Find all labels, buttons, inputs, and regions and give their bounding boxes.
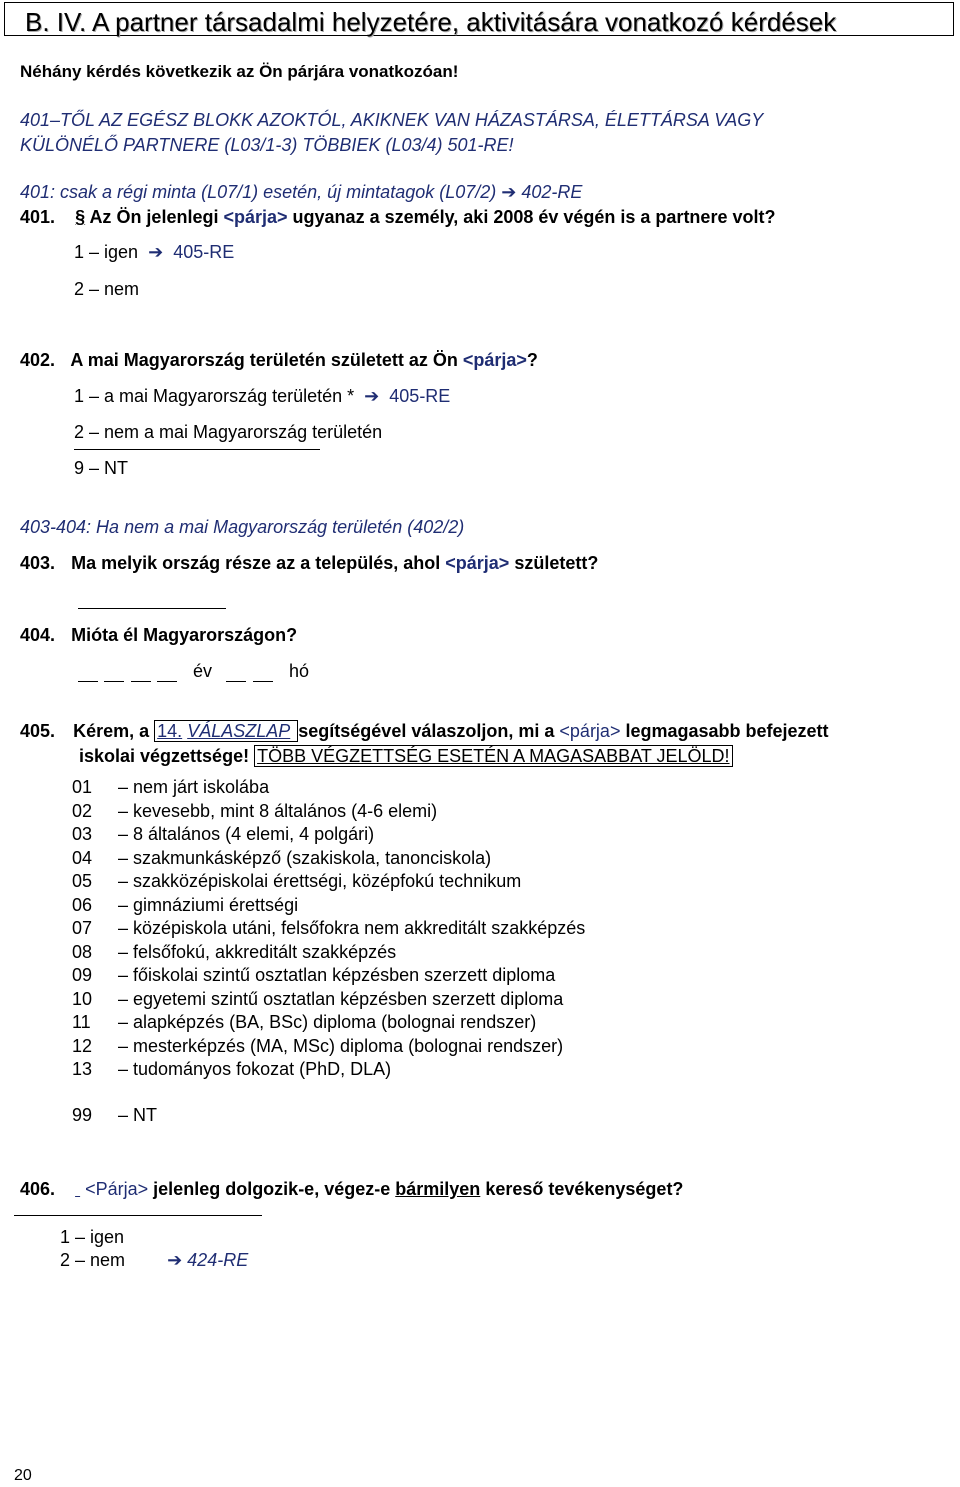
filter-instruction-403-404: 403-404: Ha nem a mai Magyarország területén (402/2) <box>20 517 465 537</box>
card-name: VÁLASZLAP <box>187 721 291 741</box>
option-label: 2 – nem <box>60 1250 126 1270</box>
question-401 <box>20 207 775 228</box>
partner-placeholder: <párja> <box>462 350 527 370</box>
filter-sample-text: 401: csak a régi minta (L07/1) esetén, új mintatagok (L07/2) <box>20 182 497 202</box>
question-405-line2 <box>79 746 733 767</box>
skip-target: 405-RE <box>389 386 451 406</box>
answer-option[interactable] <box>72 965 555 986</box>
section-title: B. IV. A partner társadalmi helyzetére, aktivitására vonatkozó kérdések <box>25 7 837 37</box>
option-label: – felsőfokú, akkreditált szakképzés <box>118 941 397 962</box>
year-digit-blank[interactable] <box>157 681 177 682</box>
option-code: 03 <box>72 824 93 844</box>
question-text: segítségével válaszoljon, mi a <box>298 721 555 741</box>
option-code: 02 <box>72 800 93 821</box>
answer-option[interactable] <box>74 422 382 443</box>
year-label: év <box>193 661 213 681</box>
option-code: 11 <box>72 1012 91 1032</box>
question-number: 406. <box>20 1179 56 1199</box>
option-label: – kevesebb, mint 8 általános (4-6 elemi) <box>118 800 438 821</box>
intro-text: Néhány kérdés következik az Ön párjára vonatkozóan! <box>20 62 459 81</box>
card-reference-box <box>154 720 298 742</box>
option-code: 13 <box>72 1059 93 1079</box>
card-number: 14. <box>157 721 183 741</box>
question-text: jelenleg dolgozik-e, végez-e <box>153 1179 391 1199</box>
emphasized-word: bármilyen <box>395 1179 481 1199</box>
question-number: 401. <box>20 207 56 227</box>
skip-target: 424-RE <box>187 1250 249 1270</box>
option-label: – nem járt iskolába <box>118 777 270 797</box>
answer-option[interactable] <box>72 1012 536 1033</box>
question-403 <box>20 553 598 574</box>
answer-option[interactable] <box>74 279 139 300</box>
answer-option[interactable] <box>72 801 437 822</box>
arrow-right-icon: ➔ <box>167 1250 188 1270</box>
answer-option[interactable] <box>74 386 450 407</box>
answer-option[interactable] <box>72 871 521 892</box>
year-digit-blank[interactable] <box>78 681 98 682</box>
option-code: 09 <box>72 965 93 985</box>
option-label: 9 – NT <box>74 458 129 478</box>
option-code: 08 <box>72 941 93 962</box>
question-text: született? <box>514 553 599 573</box>
question-text: Kérem, a <box>73 721 150 741</box>
answer-option[interactable] <box>72 1036 563 1057</box>
partner-placeholder: <párja> <box>559 721 621 741</box>
answer-option[interactable] <box>74 458 128 479</box>
arrow-right-icon: ➔ <box>501 182 517 202</box>
question-number: 403. <box>20 553 56 573</box>
question-text: legmagasabb befejezett <box>625 721 829 741</box>
partner-placeholder: <Párja> <box>85 1179 149 1199</box>
answer-option[interactable] <box>72 848 491 869</box>
answer-option[interactable] <box>60 1227 124 1248</box>
option-label: 1 – igen <box>74 242 139 262</box>
filter-instruction-line2: KÜLÖNÉLŐ PARTNERE (L03/1-3) TÖBBIEK (L03/4) 501-RE! <box>20 135 514 155</box>
question-text: ugyanaz a személy, aki 2008 év végén is a partnere volt? <box>292 207 776 227</box>
arrow-right-icon: ➔ <box>143 242 169 262</box>
month-digit-blank[interactable] <box>253 681 273 682</box>
option-code: 05 <box>72 871 93 891</box>
option-code: 12 <box>72 1035 93 1056</box>
option-label: 2 – nem a mai Magyarország területén <box>74 422 383 442</box>
option-code: 01 <box>72 777 93 797</box>
option-label: 1 – igen <box>60 1227 125 1247</box>
interviewer-instruction: TÖBB VÉGZETTSÉG ESETÉN A MAGASABBAT JELÖLD! <box>254 745 732 767</box>
partner-placeholder: <párja> <box>223 207 288 227</box>
partner-placeholder: <párja> <box>445 553 510 573</box>
question-number: 404. <box>20 625 56 645</box>
answer-option[interactable] <box>72 1059 391 1080</box>
answer-option[interactable] <box>72 918 585 939</box>
question-404 <box>20 625 297 646</box>
question-text: A mai Magyarország területén született az Ön <box>70 350 458 370</box>
filter-instruction-sample <box>20 182 582 203</box>
year-digit-blank[interactable] <box>104 681 124 682</box>
section-sign-icon: § <box>75 207 86 227</box>
option-label: – szakközépiskolai érettségi, középfokú technikum <box>118 871 522 891</box>
option-label: – mesterképzés (MA, MSc) diploma (bolognai rendszer) <box>118 1035 564 1056</box>
question-406 <box>20 1179 683 1200</box>
filter-sample-target: 402-RE <box>521 182 583 202</box>
option-label: – gimnáziumi érettségi <box>118 894 299 915</box>
answer-option[interactable] <box>74 242 234 263</box>
answer-blank-country[interactable] <box>78 608 226 609</box>
answer-option[interactable] <box>72 777 269 798</box>
answer-option[interactable] <box>72 1105 157 1126</box>
question-number: 405. <box>20 721 56 741</box>
option-label: 2 – nem <box>74 279 140 299</box>
divider-line <box>74 449 320 450</box>
filter-instruction-line1: 401–TŐL AZ EGÉSZ BLOKK AZOKTÓL, AKIKNEK VAN HÁZASTÁRSA, ÉLETTÁRSA VAGY <box>20 110 764 130</box>
month-label: hó <box>289 661 310 681</box>
question-text: iskolai végzettsége! <box>79 746 250 766</box>
question-text: Mióta él Magyarországon? <box>71 625 298 645</box>
option-label: 1 – a mai Magyarország területén * <box>74 386 355 406</box>
page-number: 20 <box>14 1467 32 1484</box>
skip-target: 405-RE <box>173 242 235 262</box>
section-sign-icon <box>75 1179 80 1199</box>
section-header-box <box>4 2 954 36</box>
month-digit-blank[interactable] <box>226 681 246 682</box>
option-label: – alapképzés (BA, BSc) diploma (bolognai rendszer) <box>118 1012 537 1032</box>
arrow-right-icon: ➔ <box>359 386 385 406</box>
question-405 <box>20 721 829 742</box>
option-code: 10 <box>72 988 93 1009</box>
option-code: 07 <box>72 918 93 938</box>
option-code: 99 <box>72 1105 93 1125</box>
option-label: – tudományos fokozat (PhD, DLA) <box>118 1059 392 1079</box>
question-number: 402. <box>20 350 56 370</box>
question-text: kereső tevékenységet? <box>485 1179 684 1199</box>
option-label: – NT <box>118 1105 158 1125</box>
question-402 <box>20 350 538 371</box>
option-label: – főiskolai szintű osztatlan képzésben szerzett diploma <box>118 965 556 985</box>
answer-option[interactable] <box>72 942 396 963</box>
answer-option[interactable] <box>72 989 563 1010</box>
option-label: – 8 általános (4 elemi, 4 polgári) <box>118 824 375 844</box>
divider-line <box>14 1215 262 1216</box>
answer-option[interactable] <box>72 824 374 845</box>
option-label: – szakmunkásképző (szakiskola, tanonciskola) <box>118 847 492 868</box>
option-label: – középiskola utáni, felsőfokra nem akkreditált szakképzés <box>118 918 586 938</box>
option-label: – egyetemi szintű osztatlan képzésben szerzett diploma <box>118 988 564 1009</box>
answer-option[interactable] <box>72 895 298 916</box>
question-text: Az Ön jelenlegi <box>89 207 219 227</box>
answer-option[interactable] <box>60 1250 248 1271</box>
year-digit-blank[interactable] <box>131 681 151 682</box>
option-code: 06 <box>72 894 93 915</box>
option-code: 04 <box>72 847 93 868</box>
question-mark: ? <box>526 350 538 370</box>
question-text: Ma melyik ország része az a település, ahol <box>71 553 441 573</box>
